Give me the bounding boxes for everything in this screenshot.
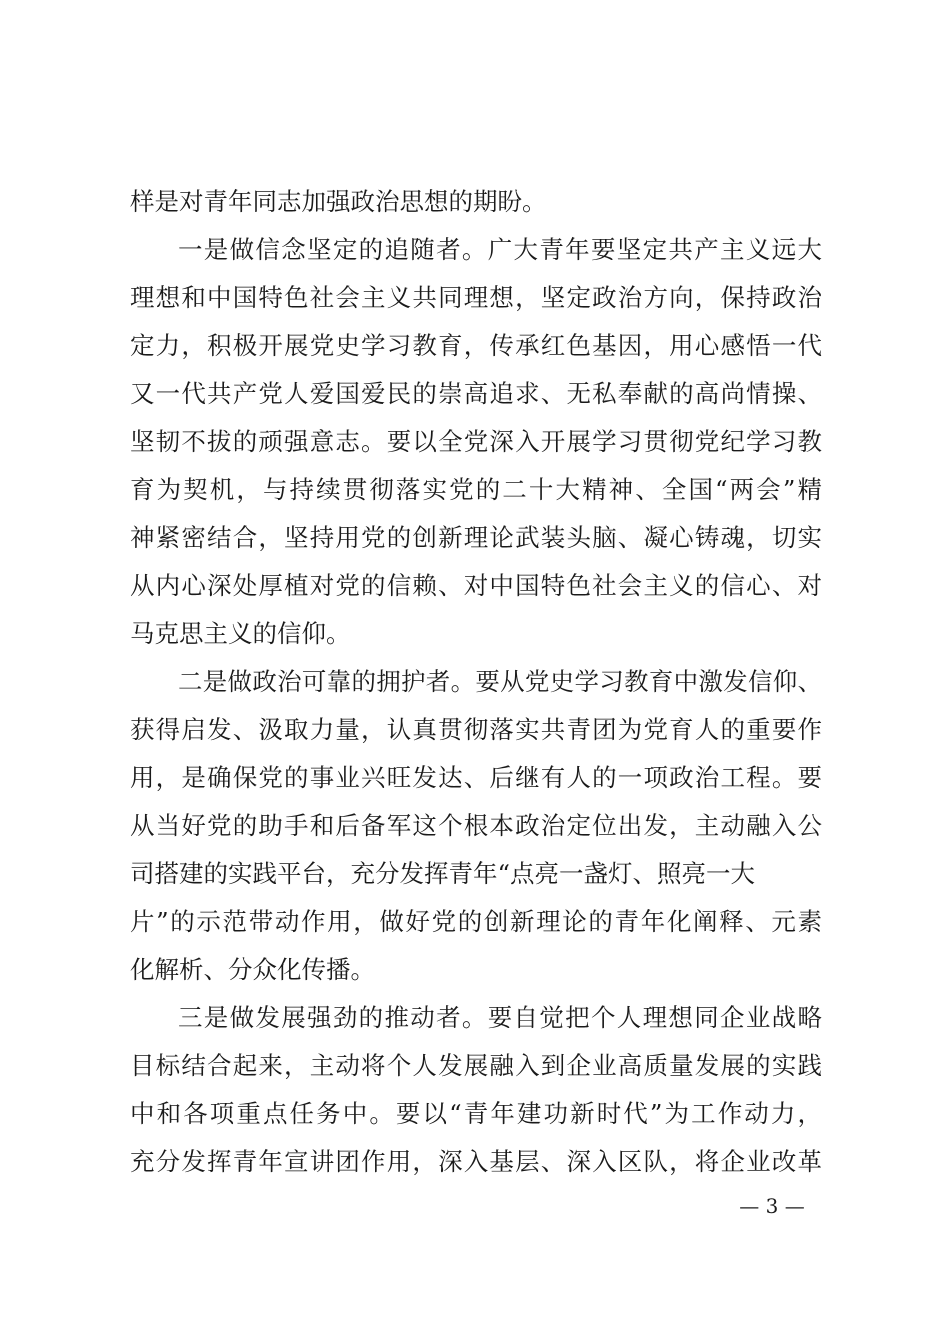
text-line: 又一代共产党人爱国爱民的崇高追求、无私奉献的高尚情操、 xyxy=(130,379,822,408)
body-text xyxy=(130,178,822,1186)
text-line: 理想和中国特色社会主义共同理想，坚定政治方向，保持政治 xyxy=(130,283,822,312)
text-line: 中和各项重点任务中。要以“青年建功新时代”为工作动力， xyxy=(130,1099,822,1128)
text-line: 充分发挥青年宣讲团作用，深入基层、深入区队，将企业改革 xyxy=(130,1147,822,1176)
text-line: 化解析、分众化传播。 xyxy=(130,955,375,984)
paragraph-first-line: 一是做信念坚定的追随者。广大青年要坚定共产主义远大 xyxy=(178,235,822,264)
text-line: 司搭建的实践平台，充分发挥青年“点亮一盏灯、照亮一大 xyxy=(130,859,756,888)
paragraph-first-line: 三是做发展强劲的推动者。要自觉把个人理想同企业战略 xyxy=(178,1003,822,1032)
text-line: 样是对青年同志加强政治思想的期盼。 xyxy=(130,187,547,216)
text-line: 坚韧不拔的顽强意志。要以全党深入开展学习贯彻党纪学习教 xyxy=(130,427,822,456)
text-line: 从当好党的助手和后备军这个根本政治定位出发，主动融入公 xyxy=(130,811,822,840)
text-line: 育为契机，与持续贯彻落实党的二十大精神、全国“两会”精 xyxy=(130,475,822,504)
text-line: 用，是确保党的事业兴旺发达、后继有人的一项政治工程。要 xyxy=(130,763,822,792)
page-number: — 3 — xyxy=(739,1194,805,1218)
text-line: 获得启发、汲取力量，认真贯彻落实共青团为党育人的重要作 xyxy=(130,715,822,744)
text-line: 神紧密结合，坚持用党的创新理论武装头脑、凝心铸魂，切实 xyxy=(130,523,822,552)
text-line: 从内心深处厚植对党的信赖、对中国特色社会主义的信心、对 xyxy=(130,571,822,600)
text-line: 马克思主义的信仰。 xyxy=(130,619,351,648)
paragraph-first-line: 二是做政治可靠的拥护者。要从党史学习教育中激发信仰、 xyxy=(178,667,822,696)
text-line: 目标结合起来，主动将个人发展融入到企业高质量发展的实践 xyxy=(130,1051,822,1080)
text-line: 片”的示范带动作用，做好党的创新理论的青年化阐释、元素 xyxy=(130,907,822,936)
text-line: 定力，积极开展党史学习教育，传承红色基因，用心感悟一代 xyxy=(130,331,822,360)
